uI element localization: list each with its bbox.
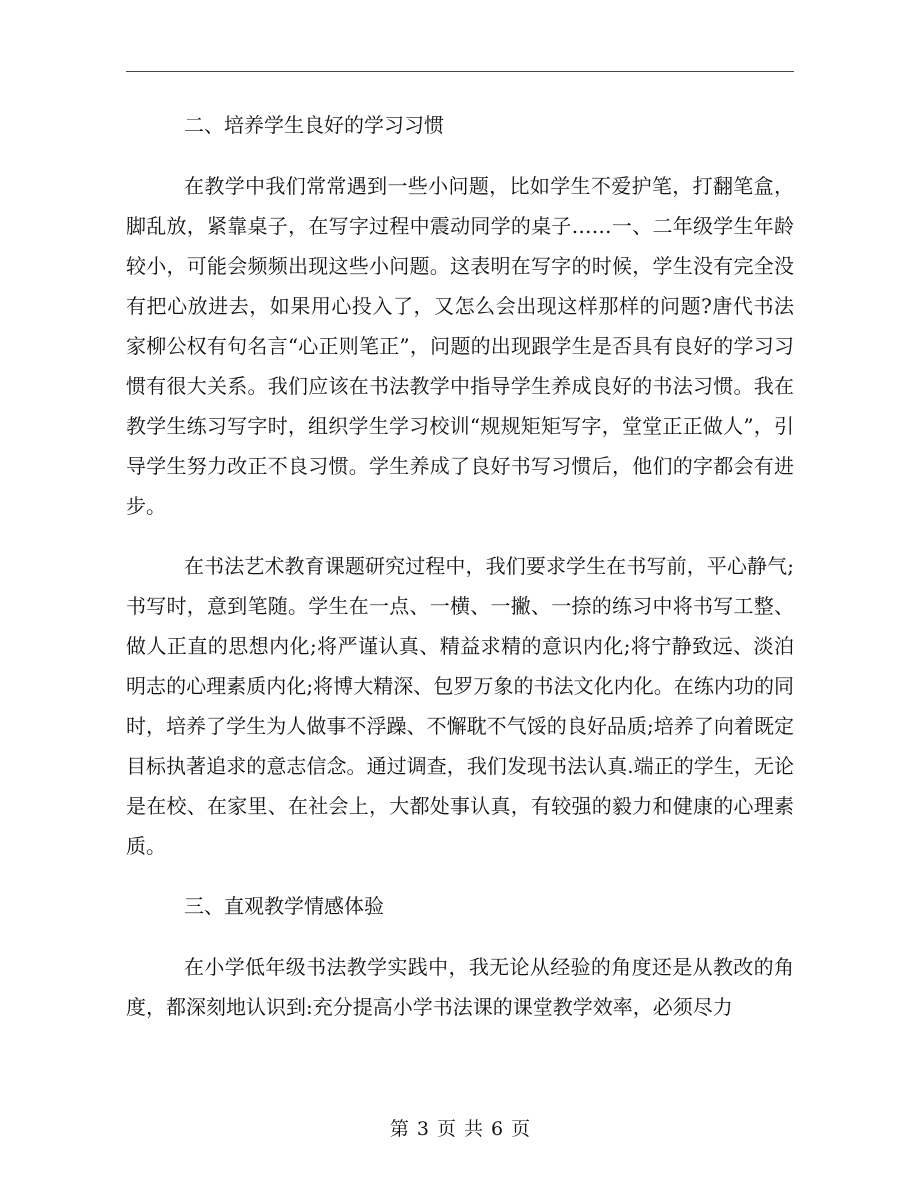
document-body (126, 105, 794, 1047)
current-page-number: 3 (416, 1118, 429, 1140)
header-rule (126, 71, 794, 72)
total-word: 共 (464, 1118, 484, 1140)
paragraph-intuitive-teaching: 在小学低年级书法教学实践中，我无论从经验的角度还是从教改的角度，都深刻地认识到:充分提高小学书法课的课堂教学效率，必须尽力 (126, 955, 794, 1019)
total-page-number: 6 (491, 1118, 504, 1140)
section-heading-3: 三、直观教学情感体验 (184, 894, 384, 918)
paragraph-habits-1: 在教学中我们常常遇到一些小问题，比如学生不爱护笔，打翻笔盒，脚乱放，紧靠桌子，在写字过程中震动同学的桌子……一、二年级学生年龄较小，可能会频频出现这些小问题。这表明在写字的时候，学生没有完全没有把心放进去，如果用心投入了，又怎么会出现这样那样的问题?唐代书法家柳公权有句名言“心正则笔正”，问题的出现跟学生是否具有良好的学习习惯有很大关系。我们应该在书法教学中指导学生养成良好的书法习惯。我在教学生练习写字时，组织学生学习校训“规规矩矩写字，堂堂正正做人”，引导学生努力改正不良习惯。学生养成了良好书写习惯后，他们的字都会有进步。 (126, 174, 794, 518)
paragraph-habits-2: 在书法艺术教育课题研究过程中，我们要求学生在书写前，平心静气;书写时，意到笔随。学生在一点、一横、一撇、一捺的练习中将书写工整、做人正直的思想内化;将严谨认真、精益求精的意识内化;将宁静致远、淡泊明志的心理素质内化;将博大精深、包罗万象的书法文化内化。在练内功的同时，培养了学生为人做事不浮躁、不懈耽不气馁的良好品质;培养了向着既定目标执著追求的意志信念。通过调查，我们发现书法认真.端正的学生，无论是在校、在家里、在社会上，大都处事认真，有较强的毅力和健康的心理素质。 (126, 554, 794, 858)
page-word: 页 (436, 1118, 456, 1140)
section-heading-2: 二、培养学生良好的学习习惯 (184, 113, 444, 137)
page-footer (0, 1114, 920, 1141)
page-number-suffix: 页 (511, 1118, 531, 1140)
page-number-prefix: 第 (389, 1118, 409, 1140)
